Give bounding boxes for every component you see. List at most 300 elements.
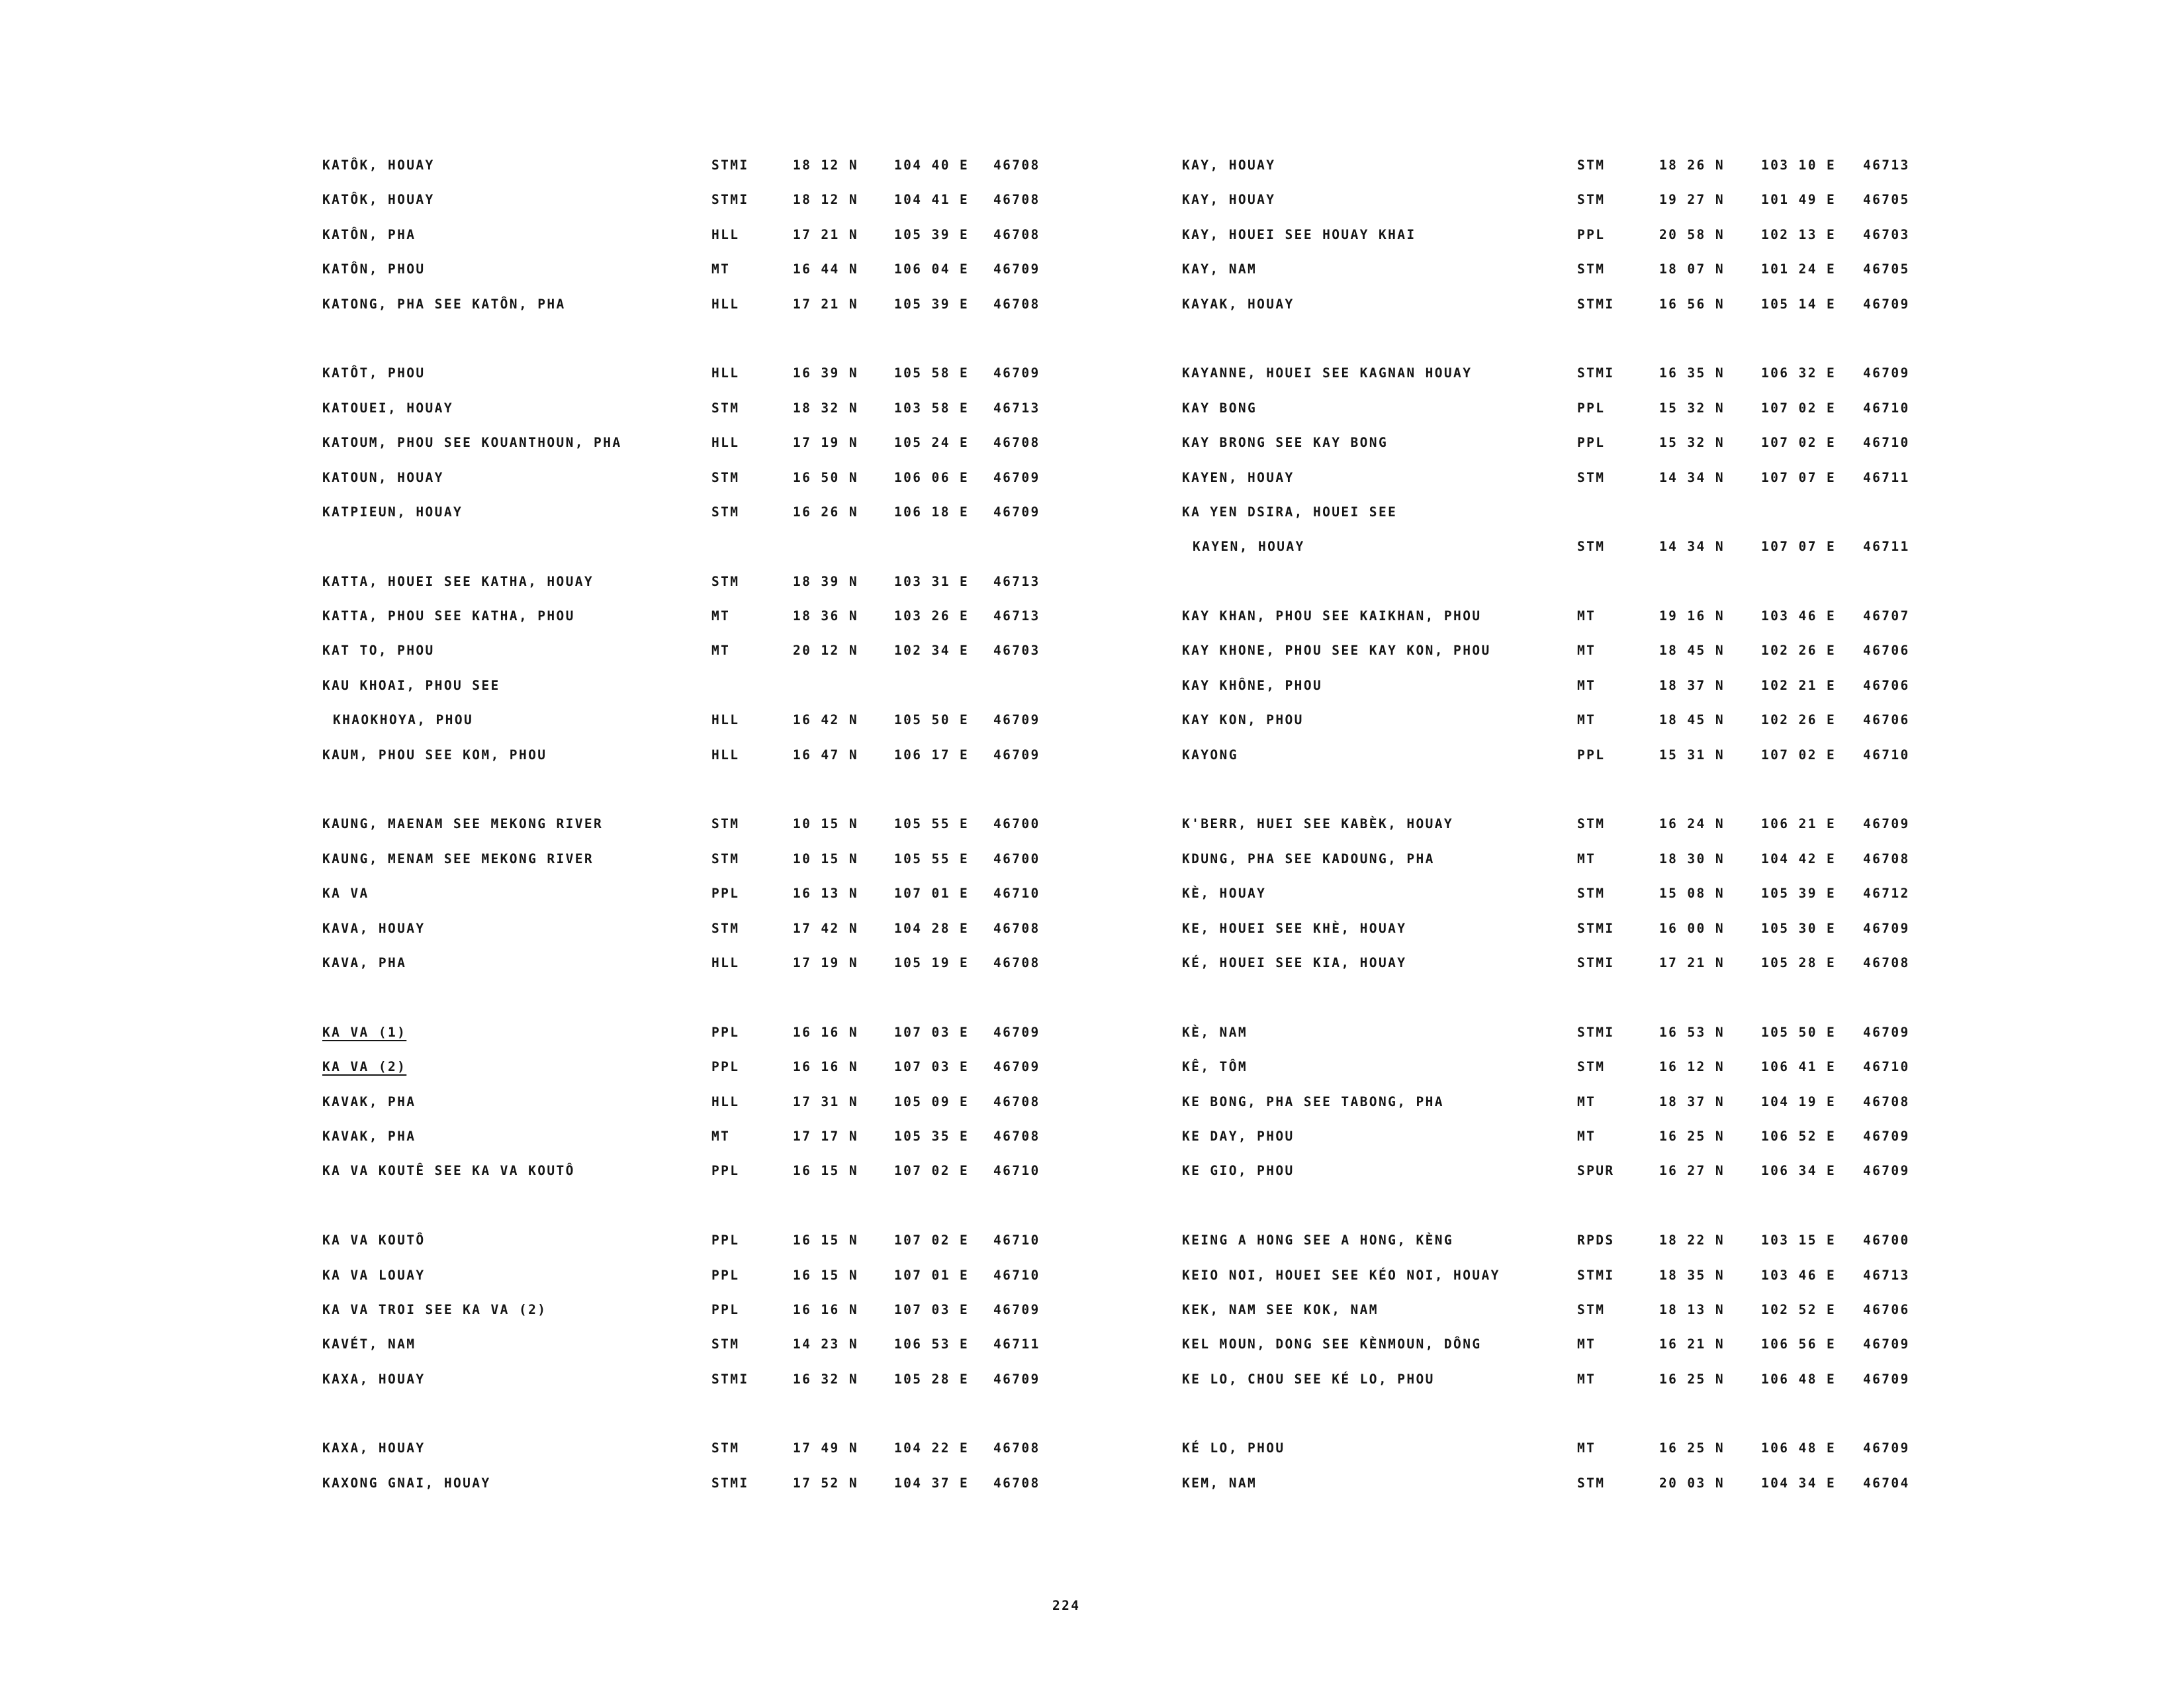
- place-name: KAY, HOUAY: [1182, 158, 1276, 173]
- feature-type: STM: [711, 1440, 740, 1456]
- longitude: 107 02 E: [1761, 435, 1837, 451]
- latitude: 18 22 N: [1659, 1233, 1725, 1248]
- place-name: KATOUEI, HOUAY: [322, 400, 453, 416]
- latitude: 18 37 N: [1659, 1094, 1725, 1109]
- map-sheet-number: 46706: [1863, 677, 1910, 693]
- feature-type: MT: [1577, 608, 1596, 624]
- map-sheet-number: 46712: [1863, 886, 1910, 902]
- feature-type: PPL: [1577, 400, 1606, 416]
- feature-type: PPL: [711, 1301, 740, 1317]
- feature-type: STM: [1577, 1059, 1606, 1075]
- longitude: 106 17 E: [894, 747, 970, 763]
- longitude: 105 55 E: [894, 816, 970, 832]
- latitude: 18 45 N: [1659, 643, 1725, 659]
- place-name: KATÔN, PHOU: [322, 261, 426, 277]
- latitude: 18 12 N: [793, 192, 858, 208]
- map-sheet-number: 46711: [993, 1336, 1040, 1352]
- place-name: KAY BONG: [1182, 400, 1257, 416]
- longitude: 103 58 E: [894, 400, 970, 416]
- latitude: 15 08 N: [1659, 886, 1725, 902]
- longitude: 106 56 E: [1761, 1336, 1837, 1352]
- longitude: 106 41 E: [1761, 1059, 1837, 1075]
- map-sheet-number: 46713: [1863, 1267, 1910, 1283]
- longitude: 107 02 E: [1761, 400, 1837, 416]
- feature-type: PPL: [1577, 747, 1606, 763]
- feature-type: PPL: [711, 1267, 740, 1283]
- place-name: KAVAK, PHA: [322, 1128, 416, 1144]
- map-sheet-number: 46704: [1863, 1475, 1910, 1491]
- place-name: KAUNG, MENAM SEE MEKONG RIVER: [322, 851, 594, 867]
- feature-type: STMI: [711, 192, 749, 208]
- place-name: KAYEN, HOUAY: [1182, 469, 1295, 485]
- latitude: 16 13 N: [793, 886, 858, 902]
- longitude: 105 28 E: [894, 1371, 970, 1387]
- latitude: 20 03 N: [1659, 1475, 1725, 1491]
- longitude: 106 48 E: [1761, 1371, 1837, 1387]
- map-sheet-number: 46706: [1863, 1301, 1910, 1317]
- latitude: 16 35 N: [1659, 365, 1725, 381]
- latitude: 16 12 N: [1659, 1059, 1725, 1075]
- feature-type: STM: [711, 1336, 740, 1352]
- place-name: KÉ LO, PHOU: [1182, 1440, 1285, 1456]
- latitude: 10 15 N: [793, 851, 858, 867]
- place-name: KA VA TROI SEE KA VA (2): [322, 1301, 547, 1317]
- latitude: 16 16 N: [793, 1024, 858, 1040]
- feature-type: STM: [1577, 192, 1606, 208]
- place-name: KAY, HOUEI SEE HOUAY KHAI: [1182, 226, 1416, 242]
- place-name: KATTA, HOUEI SEE KATHA, HOUAY: [322, 573, 594, 589]
- feature-type: HLL: [711, 226, 740, 242]
- longitude: 104 28 E: [894, 920, 970, 936]
- map-sheet-number: 46709: [993, 1024, 1040, 1040]
- longitude: 105 24 E: [894, 435, 970, 451]
- map-sheet-number: 46708: [993, 1440, 1040, 1456]
- feature-type: STMI: [1577, 955, 1615, 970]
- latitude: 16 21 N: [1659, 1336, 1725, 1352]
- map-sheet-number: 46708: [993, 435, 1040, 451]
- map-sheet-number: 46709: [1863, 1440, 1910, 1456]
- place-name: KA VA: [322, 886, 369, 902]
- map-sheet-number: 46709: [993, 712, 1040, 728]
- feature-type: MT: [711, 643, 731, 659]
- place-name: KAXA, HOUAY: [322, 1371, 426, 1387]
- map-sheet-number: 46700: [993, 851, 1040, 867]
- latitude: 19 27 N: [1659, 192, 1725, 208]
- map-sheet-number: 46708: [993, 192, 1040, 208]
- longitude: 106 32 E: [1761, 365, 1837, 381]
- feature-type: MT: [1577, 712, 1596, 728]
- feature-type: MT: [1577, 1128, 1596, 1144]
- map-sheet-number: 46708: [993, 296, 1040, 312]
- latitude: 10 15 N: [793, 816, 858, 832]
- longitude: 104 37 E: [894, 1475, 970, 1491]
- latitude: 17 19 N: [793, 955, 858, 970]
- longitude: 104 42 E: [1761, 851, 1837, 867]
- map-sheet-number: 46713: [1863, 158, 1910, 173]
- feature-type: MT: [1577, 643, 1596, 659]
- longitude: 106 52 E: [1761, 1128, 1837, 1144]
- latitude: 17 21 N: [793, 226, 858, 242]
- map-sheet-number: 46711: [1863, 539, 1910, 555]
- place-name: KEM, NAM: [1182, 1475, 1257, 1491]
- map-sheet-number: 46706: [1863, 643, 1910, 659]
- feature-type: HLL: [711, 435, 740, 451]
- place-name: KE DAY, PHOU: [1182, 1128, 1295, 1144]
- latitude: 17 21 N: [1659, 955, 1725, 970]
- place-name: KAXA, HOUAY: [322, 1440, 426, 1456]
- place-name: KAY, HOUAY: [1182, 192, 1276, 208]
- longitude: 103 26 E: [894, 608, 970, 624]
- map-sheet-number: 46713: [993, 608, 1040, 624]
- longitude: 107 03 E: [894, 1024, 970, 1040]
- longitude: 107 03 E: [894, 1059, 970, 1075]
- feature-type: STM: [1577, 886, 1606, 902]
- longitude: 102 26 E: [1761, 643, 1837, 659]
- latitude: 17 42 N: [793, 920, 858, 936]
- map-sheet-number: 46710: [1863, 400, 1910, 416]
- map-sheet-number: 46705: [1863, 192, 1910, 208]
- feature-type: PPL: [711, 886, 740, 902]
- feature-type: STM: [1577, 158, 1606, 173]
- latitude: 17 17 N: [793, 1128, 858, 1144]
- place-name: KEIO NOI, HOUEI SEE KÉO NOI, HOUAY: [1182, 1267, 1500, 1283]
- feature-type: STM: [711, 851, 740, 867]
- map-sheet-number: 46707: [1863, 608, 1910, 624]
- latitude: 16 25 N: [1659, 1440, 1725, 1456]
- latitude: 20 58 N: [1659, 226, 1725, 242]
- map-sheet-number: 46710: [993, 1163, 1040, 1179]
- place-name: KAUNG, MAENAM SEE MEKONG RIVER: [322, 816, 604, 832]
- latitude: 14 23 N: [793, 1336, 858, 1352]
- place-name: KAYONG: [1182, 747, 1238, 763]
- longitude: 104 34 E: [1761, 1475, 1837, 1491]
- feature-type: PPL: [711, 1163, 740, 1179]
- place-name: KÊ, TÔM: [1182, 1059, 1248, 1075]
- latitude: 16 39 N: [793, 365, 858, 381]
- place-name: KAYEN, HOUAY: [1193, 539, 1305, 555]
- feature-type: STM: [1577, 1301, 1606, 1317]
- map-sheet-number: 46708: [1863, 851, 1910, 867]
- map-sheet-number: 46710: [1863, 435, 1910, 451]
- place-name: KAY BRONG SEE KAY BONG: [1182, 435, 1388, 451]
- latitude: 16 32 N: [793, 1371, 858, 1387]
- latitude: 16 56 N: [1659, 296, 1725, 312]
- latitude: 18 13 N: [1659, 1301, 1725, 1317]
- map-sheet-number: 46708: [993, 1128, 1040, 1144]
- feature-type: STM: [1577, 816, 1606, 832]
- map-sheet-number: 46708: [993, 1475, 1040, 1491]
- latitude: 17 52 N: [793, 1475, 858, 1491]
- place-name: KATÔK, HOUAY: [322, 158, 435, 173]
- feature-type: STMI: [1577, 920, 1615, 936]
- place-name: KA VA KOUTÔ: [322, 1233, 426, 1248]
- map-sheet-number: 46709: [1863, 920, 1910, 936]
- place-name: KAUM, PHOU SEE KOM, PHOU: [322, 747, 547, 763]
- feature-type: STM: [711, 816, 740, 832]
- place-name: KÉ, HOUEI SEE KIA, HOUAY: [1182, 955, 1407, 970]
- place-name: KATÔN, PHA: [322, 226, 416, 242]
- map-sheet-number: 46708: [993, 920, 1040, 936]
- latitude: 18 37 N: [1659, 677, 1725, 693]
- longitude: 105 55 E: [894, 851, 970, 867]
- longitude: 105 30 E: [1761, 920, 1837, 936]
- feature-type: STM: [711, 504, 740, 520]
- map-sheet-number: 46709: [993, 261, 1040, 277]
- longitude: 107 07 E: [1761, 539, 1837, 555]
- longitude: 105 14 E: [1761, 296, 1837, 312]
- longitude: 107 02 E: [1761, 747, 1837, 763]
- longitude: 107 07 E: [1761, 469, 1837, 485]
- latitude: 16 15 N: [793, 1163, 858, 1179]
- place-name: KATTA, PHOU SEE KATHA, PHOU: [322, 608, 575, 624]
- feature-type: STM: [711, 573, 740, 589]
- feature-type: STM: [1577, 1475, 1606, 1491]
- place-name: KE BONG, PHA SEE TABONG, PHA: [1182, 1094, 1444, 1109]
- feature-type: PPL: [711, 1059, 740, 1075]
- map-sheet-number: 46708: [993, 158, 1040, 173]
- feature-type: STM: [1577, 469, 1606, 485]
- map-sheet-number: 46708: [993, 955, 1040, 970]
- latitude: 15 32 N: [1659, 435, 1725, 451]
- map-sheet-number: 46708: [993, 1094, 1040, 1109]
- place-name: KATOUM, PHOU SEE KOUANTHOUN, PHA: [322, 435, 622, 451]
- longitude: 102 26 E: [1761, 712, 1837, 728]
- place-name: KE GIO, PHOU: [1182, 1163, 1295, 1179]
- feature-type: STMI: [1577, 1024, 1615, 1040]
- place-name: KE, HOUEI SEE KHÈ, HOUAY: [1182, 920, 1407, 936]
- latitude: 20 12 N: [793, 643, 858, 659]
- latitude: 16 25 N: [1659, 1128, 1725, 1144]
- longitude: 107 02 E: [894, 1163, 970, 1179]
- latitude: 16 15 N: [793, 1233, 858, 1248]
- feature-type: STMI: [711, 1475, 749, 1491]
- map-sheet-number: 46709: [993, 1301, 1040, 1317]
- feature-type: HLL: [711, 296, 740, 312]
- feature-type: SPUR: [1577, 1163, 1615, 1179]
- latitude: 16 25 N: [1659, 1371, 1725, 1387]
- map-sheet-number: 46709: [993, 504, 1040, 520]
- place-name: KA VA (1): [322, 1024, 407, 1040]
- place-name: KEK, NAM SEE KOK, NAM: [1182, 1301, 1379, 1317]
- latitude: 17 31 N: [793, 1094, 858, 1109]
- feature-type: PPL: [1577, 435, 1606, 451]
- place-name: KAY KON, PHOU: [1182, 712, 1304, 728]
- longitude: 105 50 E: [1761, 1024, 1837, 1040]
- map-sheet-number: 46703: [993, 643, 1040, 659]
- longitude: 106 21 E: [1761, 816, 1837, 832]
- longitude: 105 39 E: [894, 296, 970, 312]
- place-name: KA VA LOUAY: [322, 1267, 426, 1283]
- feature-type: MT: [711, 608, 731, 624]
- place-name: KAU KHOAI, PHOU SEE: [322, 677, 500, 693]
- map-sheet-number: 46710: [993, 1267, 1040, 1283]
- map-sheet-number: 46709: [1863, 365, 1910, 381]
- longitude: 106 06 E: [894, 469, 970, 485]
- latitude: 18 39 N: [793, 573, 858, 589]
- map-sheet-number: 46710: [1863, 747, 1910, 763]
- feature-type: HLL: [711, 1094, 740, 1109]
- latitude: 16 44 N: [793, 261, 858, 277]
- place-name: KEL MOUN, DONG SEE KÈNMOUN, DÔNG: [1182, 1336, 1482, 1352]
- latitude: 17 21 N: [793, 296, 858, 312]
- map-sheet-number: 46706: [1863, 712, 1910, 728]
- latitude: 16 24 N: [1659, 816, 1725, 832]
- feature-type: MT: [1577, 1336, 1596, 1352]
- feature-type: MT: [1577, 677, 1596, 693]
- longitude: 106 34 E: [1761, 1163, 1837, 1179]
- latitude: 18 45 N: [1659, 712, 1725, 728]
- feature-type: STMI: [711, 158, 749, 173]
- place-name: KATOUN, HOUAY: [322, 469, 444, 485]
- map-sheet-number: 46709: [1863, 1371, 1910, 1387]
- map-sheet-number: 46709: [1863, 1163, 1910, 1179]
- latitude: 19 16 N: [1659, 608, 1725, 624]
- place-name: KA VA KOUTÊ SEE KA VA KOUTÔ: [322, 1163, 575, 1179]
- longitude: 105 35 E: [894, 1128, 970, 1144]
- feature-type: MT: [711, 261, 731, 277]
- longitude: 101 49 E: [1761, 192, 1837, 208]
- feature-type: MT: [1577, 1094, 1596, 1109]
- place-name: KA VA (2): [322, 1059, 407, 1075]
- map-sheet-number: 46709: [1863, 816, 1910, 832]
- latitude: 14 34 N: [1659, 539, 1725, 555]
- longitude: 105 58 E: [894, 365, 970, 381]
- feature-type: PPL: [711, 1233, 740, 1248]
- place-name: KAXONG GNAI, HOUAY: [322, 1475, 491, 1491]
- longitude: 105 50 E: [894, 712, 970, 728]
- feature-type: HLL: [711, 747, 740, 763]
- longitude: 105 09 E: [894, 1094, 970, 1109]
- feature-type: STM: [1577, 261, 1606, 277]
- longitude: 102 13 E: [1761, 226, 1837, 242]
- map-sheet-number: 46713: [993, 400, 1040, 416]
- place-name: K'BERR, HUEI SEE KABÈK, HOUAY: [1182, 816, 1454, 832]
- place-name: KATÔT, PHOU: [322, 365, 426, 381]
- place-name: KAT TO, PHOU: [322, 643, 435, 659]
- longitude: 102 52 E: [1761, 1301, 1837, 1317]
- place-name: KÈ, HOUAY: [1182, 886, 1267, 902]
- place-name: KAY KHONE, PHOU SEE KAY KON, PHOU: [1182, 643, 1491, 659]
- longitude: 106 04 E: [894, 261, 970, 277]
- longitude: 103 46 E: [1761, 608, 1837, 624]
- longitude: 106 48 E: [1761, 1440, 1837, 1456]
- longitude: 107 01 E: [894, 1267, 970, 1283]
- map-sheet-number: 46710: [993, 1233, 1040, 1248]
- feature-type: HLL: [711, 365, 740, 381]
- latitude: 14 34 N: [1659, 469, 1725, 485]
- map-sheet-number: 46708: [1863, 1094, 1910, 1109]
- map-sheet-number: 46709: [993, 469, 1040, 485]
- map-sheet-number: 46711: [1863, 469, 1910, 485]
- latitude: 16 50 N: [793, 469, 858, 485]
- feature-type: STM: [1577, 539, 1606, 555]
- latitude: 18 26 N: [1659, 158, 1725, 173]
- feature-type: STMI: [1577, 296, 1615, 312]
- longitude: 102 34 E: [894, 643, 970, 659]
- map-sheet-number: 46709: [1863, 1336, 1910, 1352]
- map-sheet-number: 46713: [993, 573, 1040, 589]
- place-name: KAVAK, PHA: [322, 1094, 416, 1109]
- map-sheet-number: 46709: [993, 1371, 1040, 1387]
- feature-type: STMI: [1577, 1267, 1615, 1283]
- map-sheet-number: 46710: [993, 886, 1040, 902]
- map-sheet-number: 46705: [1863, 261, 1910, 277]
- place-name: KAVA, PHA: [322, 955, 407, 970]
- place-name: KATPIEUN, HOUAY: [322, 504, 463, 520]
- latitude: 18 32 N: [793, 400, 858, 416]
- feature-type: PPL: [1577, 226, 1606, 242]
- map-sheet-number: 46709: [993, 365, 1040, 381]
- map-sheet-number: 46709: [993, 747, 1040, 763]
- map-sheet-number: 46700: [1863, 1233, 1910, 1248]
- map-sheet-number: 46709: [993, 1059, 1040, 1075]
- latitude: 16 15 N: [793, 1267, 858, 1283]
- latitude: 16 27 N: [1659, 1163, 1725, 1179]
- longitude: 105 19 E: [894, 955, 970, 970]
- place-name: KAY KHÔNE, PHOU: [1182, 677, 1323, 693]
- latitude: 16 16 N: [793, 1301, 858, 1317]
- longitude: 103 10 E: [1761, 158, 1837, 173]
- latitude: 16 16 N: [793, 1059, 858, 1075]
- map-sheet-number: 46709: [1863, 1024, 1910, 1040]
- place-name: KAYANNE, HOUEI SEE KAGNAN HOUAY: [1182, 365, 1473, 381]
- longitude: 105 28 E: [1761, 955, 1837, 970]
- longitude: 107 01 E: [894, 886, 970, 902]
- longitude: 105 39 E: [1761, 886, 1837, 902]
- latitude: 18 36 N: [793, 608, 858, 624]
- feature-type: RPDS: [1577, 1233, 1615, 1248]
- longitude: 103 15 E: [1761, 1233, 1837, 1248]
- longitude: 106 18 E: [894, 504, 970, 520]
- latitude: 16 53 N: [1659, 1024, 1725, 1040]
- latitude: 18 30 N: [1659, 851, 1725, 867]
- latitude: 16 47 N: [793, 747, 858, 763]
- longitude: 104 40 E: [894, 158, 970, 173]
- feature-type: STM: [711, 400, 740, 416]
- longitude: 104 41 E: [894, 192, 970, 208]
- place-name: KATÔK, HOUAY: [322, 192, 435, 208]
- longitude: 104 22 E: [894, 1440, 970, 1456]
- longitude: 107 02 E: [894, 1233, 970, 1248]
- latitude: 15 32 N: [1659, 400, 1725, 416]
- place-name: KÈ, NAM: [1182, 1024, 1248, 1040]
- latitude: 18 35 N: [1659, 1267, 1725, 1283]
- longitude: 104 19 E: [1761, 1094, 1837, 1109]
- feature-type: PPL: [711, 1024, 740, 1040]
- feature-type: HLL: [711, 712, 740, 728]
- place-name: KE LO, CHOU SEE KÉ LO, PHOU: [1182, 1371, 1435, 1387]
- place-name: KHAOKHOYA, PHOU: [333, 712, 474, 728]
- longitude: 102 21 E: [1761, 677, 1837, 693]
- place-name: KAVA, HOUAY: [322, 920, 426, 936]
- longitude: 103 46 E: [1761, 1267, 1837, 1283]
- feature-type: MT: [1577, 1371, 1596, 1387]
- map-sheet-number: 46709: [1863, 296, 1910, 312]
- place-name: KAYAK, HOUAY: [1182, 296, 1295, 312]
- longitude: 106 53 E: [894, 1336, 970, 1352]
- feature-type: MT: [1577, 851, 1596, 867]
- map-sheet-number: 46703: [1863, 226, 1910, 242]
- place-name: KAY, NAM: [1182, 261, 1257, 277]
- latitude: 16 26 N: [793, 504, 858, 520]
- place-name: KA YEN DSIRA, HOUEI SEE: [1182, 504, 1398, 520]
- map-sheet-number: 46708: [1863, 955, 1910, 970]
- longitude: 103 31 E: [894, 573, 970, 589]
- map-sheet-number: 46700: [993, 816, 1040, 832]
- latitude: 15 31 N: [1659, 747, 1725, 763]
- latitude: 18 12 N: [793, 158, 858, 173]
- place-name: KAVÉT, NAM: [322, 1336, 416, 1352]
